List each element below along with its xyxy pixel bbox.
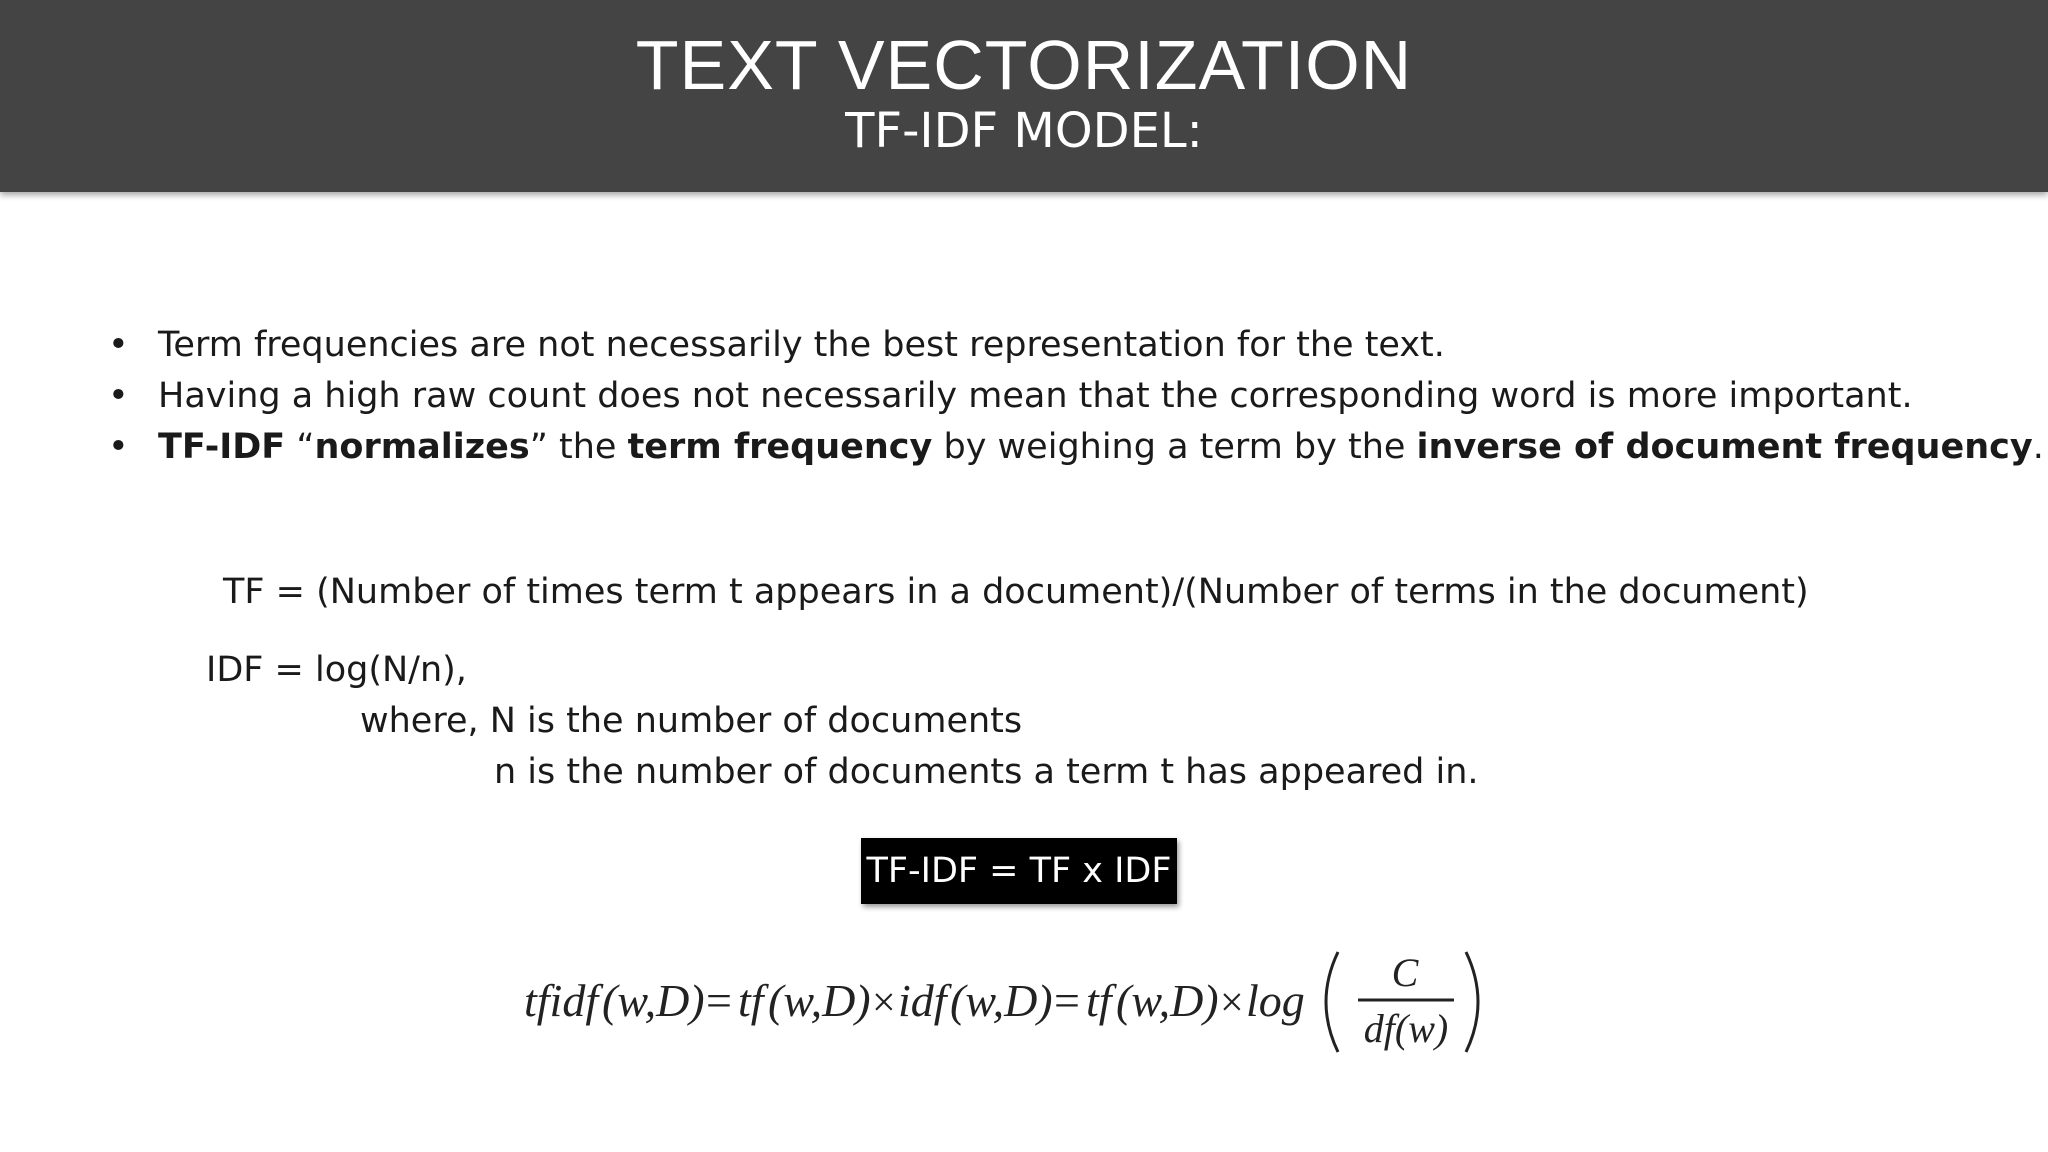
bullet-dot-icon: •	[108, 376, 129, 416]
tfidf-equation	[520, 930, 1520, 1070]
slide-title: TEXT VECTORIZATION	[635, 26, 1413, 104]
bullet-text-part: .	[2032, 427, 2044, 467]
bullet-term-inverse-document-frequency: inverse of document frequency	[1416, 427, 2033, 467]
idf-where-small-n: n is the number of documents a term t has appeared in.	[494, 752, 1479, 792]
bullet-text-part: “	[285, 427, 315, 467]
bullet-text: Having a high raw count does not necessarily mean that the corresponding word is more important.	[158, 376, 1913, 416]
eq-args-3: (w,D)	[950, 975, 1053, 1026]
bullet-list	[108, 320, 2044, 473]
bullet-item	[108, 371, 2008, 422]
bullet-term-normalizes: normalizes	[314, 427, 530, 467]
bullet-item	[108, 422, 2044, 473]
eq-tfidf-label: tfidf	[524, 975, 599, 1026]
bullet-dot-icon: •	[108, 427, 129, 467]
eq-equals-2: =	[1054, 975, 1080, 1026]
idf-definition: IDF = log(N/n),	[206, 650, 467, 690]
eq-idf-label: idf	[898, 975, 947, 1026]
bullet-text-part: by weighing a term by the	[932, 427, 1417, 467]
eq-tf-label-2: tf	[1086, 975, 1112, 1026]
bullet-text: Term frequencies are not necessarily the best representation for the text.	[158, 325, 1445, 365]
bullet-dot-icon: •	[108, 325, 129, 365]
eq-args-2: (w,D)	[768, 975, 871, 1026]
idf-where-big-n: where, N is the number of documents	[360, 701, 1023, 741]
eq-tf-label: tf	[738, 975, 764, 1026]
bullet-term-term-frequency: term frequency	[627, 427, 933, 467]
eq-right-paren	[1466, 952, 1478, 1052]
bullet-term-tfidf: TF-IDF	[158, 427, 286, 467]
tfidf-equation-svg	[520, 930, 1520, 1070]
eq-times-1: ×	[872, 980, 896, 1026]
eq-args-1: (w,D)	[602, 975, 705, 1026]
eq-equals-1: =	[706, 975, 732, 1026]
bullet-text-part: ” the	[529, 427, 628, 467]
eq-left-paren	[1326, 952, 1338, 1052]
tfidf-formula-box: TF-IDF = TF x IDF	[861, 838, 1177, 904]
eq-log-label: log	[1246, 975, 1305, 1026]
bullet-item	[108, 320, 2008, 371]
slide-subtitle: TF-IDF MODEL:	[845, 103, 1203, 159]
slide-header	[0, 0, 2048, 192]
eq-args-4: (w,D)	[1116, 975, 1219, 1026]
eq-times-2: ×	[1220, 980, 1244, 1026]
eq-denominator: df(w)	[1363, 1006, 1449, 1051]
tf-definition: TF = (Number of times term t appears in a document)/(Number of terms in the document)	[223, 572, 1809, 612]
eq-numerator: C	[1391, 950, 1419, 995]
